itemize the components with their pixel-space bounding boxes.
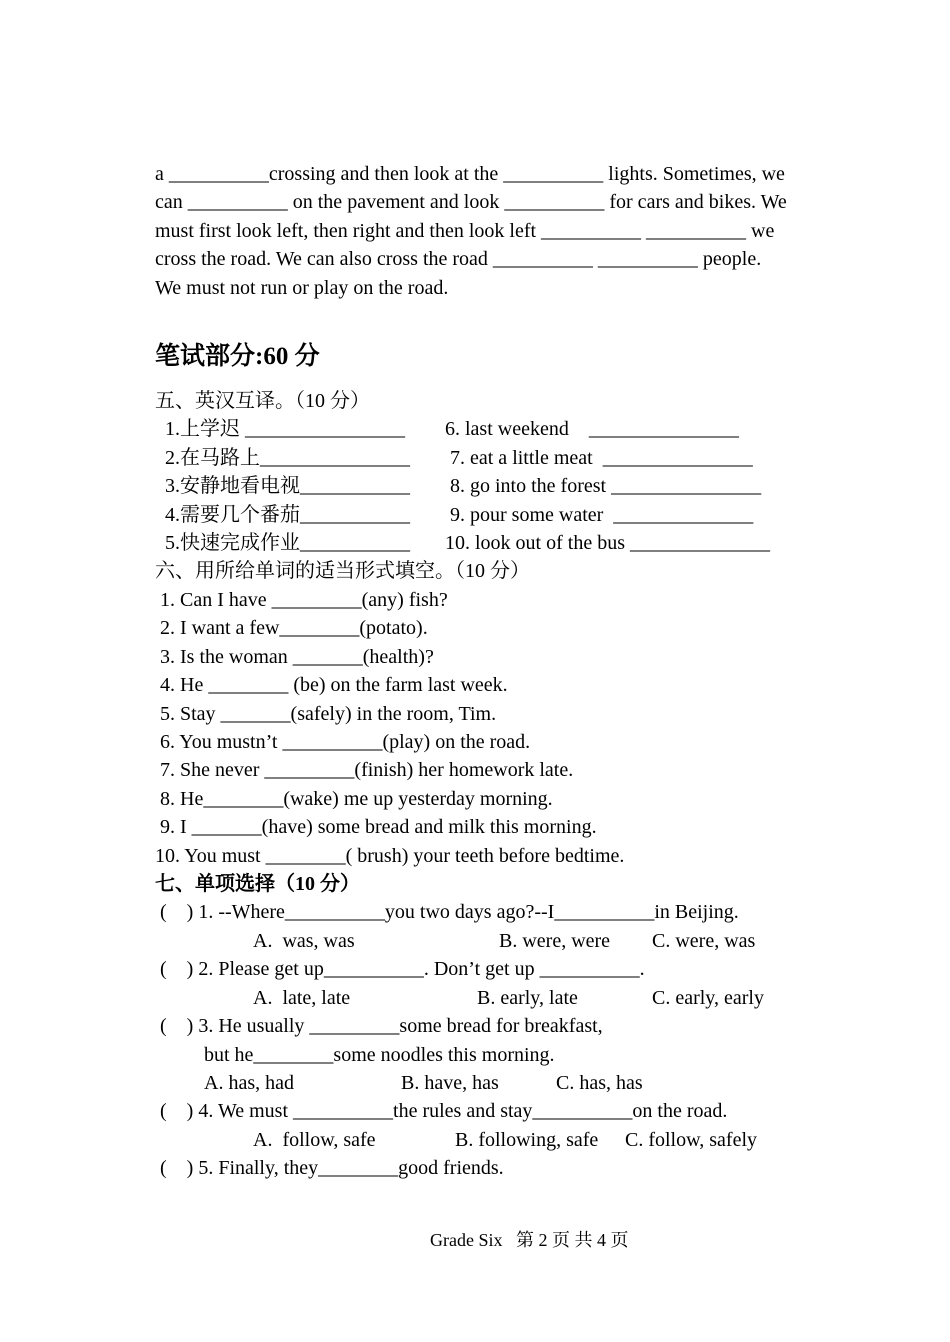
section7-q2-option-a: A. late, late [253,987,351,1009]
section5-title: 五、英汉互译。（10 分） [155,390,370,412]
section6-item-3: 3. Is the woman _______(health)? [155,646,434,668]
passage-line-2: can __________ on the pavement and look __________ for cars and bikes. We [155,191,787,213]
page-footer: Grade Six 第 2 页 共 4 页 [430,1230,629,1250]
section5-right-6: 6. last weekend _______________ [445,418,739,440]
section6-item-8: 8. He________(wake) me up yesterday morning. [155,788,553,810]
section5-right-10: 10. look out of the bus ______________ [445,532,770,554]
section7-q4-option-a: A. follow, safe [253,1129,376,1151]
passage-line-5: We must not run or play on the road. [155,277,449,299]
passage-line-3: must first look left, then right and then look left __________ __________ we [155,220,775,242]
section5-left-4: 4.需要几个番茄___________ [165,504,410,526]
section5-left-2: 2.在马路上_______________ [165,447,410,469]
section6-item-4: 4. He ________ (be) on the farm last week. [155,674,508,696]
written-part-heading: 笔试部分:60 分 [155,343,320,370]
section6-item-1: 1. Can I have _________(any) fish? [155,589,448,611]
section7-q3-stem: ( ) 3. He usually _________some bread for breakfast, [160,1015,603,1037]
section6-item-2: 2. I want a few________(potato). [155,617,428,639]
section7-q1-stem: ( ) 1. --Where__________you two days ago?--I__________in Beijing. [160,901,739,923]
section5-right-8: 8. go into the forest _______________ [450,475,762,497]
section7-q4-stem: ( ) 4. We must __________the rules and stay__________on the road. [160,1100,728,1122]
section7-q5-stem: ( ) 5. Finally, they________good friends. [160,1157,504,1179]
section6-title: 六、用所给单词的适当形式填空。（10 分） [155,560,530,582]
section7-q1-option-c: C. were, was [652,930,756,952]
section7-q3-option-b: B. have, has [401,1072,499,1094]
section5-left-1: 1.上学迟 ________________ [165,418,405,440]
section7-q3-option-c: C. has, has [556,1072,643,1094]
section7-q3-option-a: A. has, had [204,1072,294,1094]
section5-left-5: 5.快速完成作业___________ [165,532,410,554]
section6-item-10: 10. You must ________( brush) your teeth before bedtime. [155,845,625,867]
section6-item-7: 7. She never _________(finish) her homework late. [155,759,574,781]
section5-right-9: 9. pour some water ______________ [450,504,754,526]
passage-line-4: cross the road. We can also cross the road __________ __________ people. [155,248,762,270]
section6-item-9: 9. I _______(have) some bread and milk this morning. [155,816,597,838]
section5-left-3: 3.安静地看电视___________ [165,475,410,497]
section5-right-7: 7. eat a little meat _______________ [450,447,753,469]
section7-q3-stem-continued: but he________some noodles this morning. [204,1044,555,1066]
section7-title: 七、单项选择（10 分） [155,873,360,895]
section7-q2-option-c: C. early, early [652,987,764,1009]
passage-line-1: a __________crossing and then look at the __________ lights. Sometimes, we [155,163,785,185]
section6-item-5: 5. Stay _______(safely) in the room, Tim. [155,703,497,725]
section7-q4-option-b: B. following, safe [455,1129,599,1151]
section7-q1-option-a: A. was, was [253,930,355,952]
section7-q2-option-b: B. early, late [477,987,578,1009]
section7-q1-option-b: B. were, were [499,930,611,952]
section6-item-6: 6. You mustn’t __________(play) on the road. [155,731,531,753]
section7-q2-stem: ( ) 2. Please get up__________. Don’t get up __________. [160,958,645,980]
section7-q4-option-c: C. follow, safely [625,1129,758,1151]
